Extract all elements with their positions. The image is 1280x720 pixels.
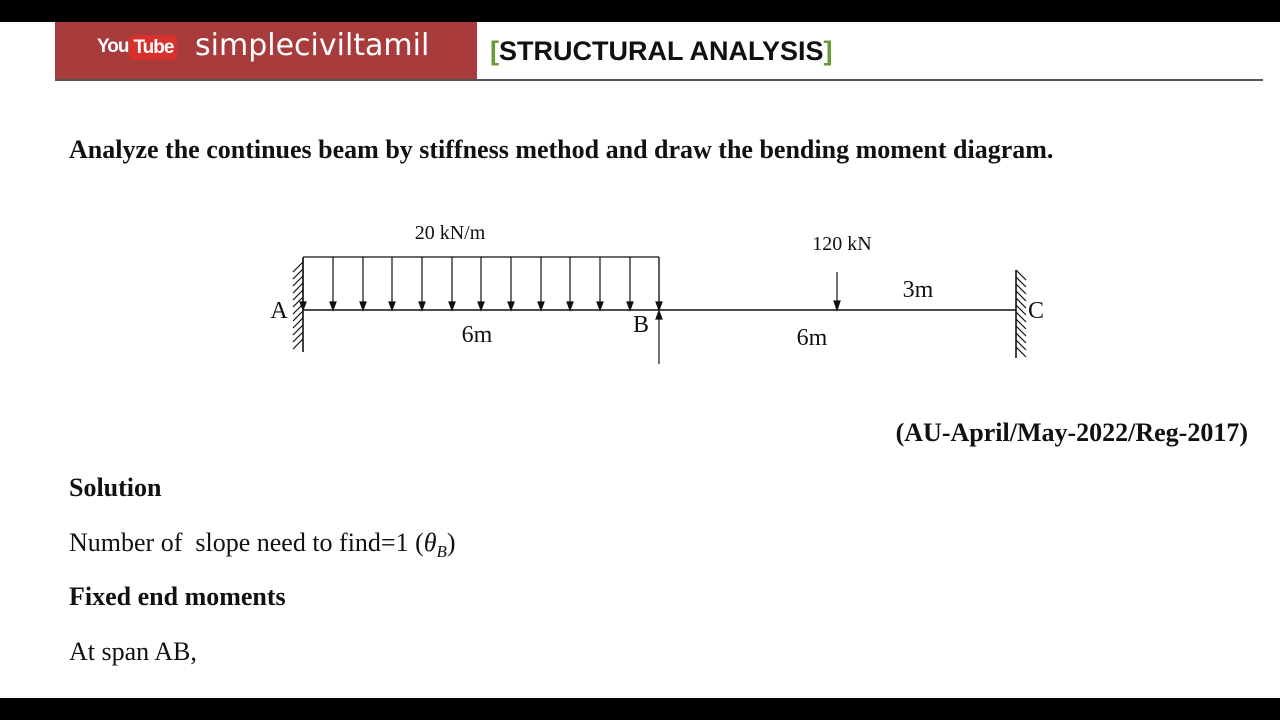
span-ab-length: 6m [461,322,493,348]
point-load-arrow [834,272,840,310]
question-text: Analyze the continues beam by stiffness method and draw the bending moment diagram. [69,135,1054,164]
load-offset-label: 3m [902,277,934,303]
support-label-b: B [632,312,650,338]
slope-count-label: Number of slope need to find=1 ( [69,528,424,557]
slide-page [0,22,1280,698]
youtube-logo-tube: Tube [129,35,177,60]
span-bc-length: 6m [796,325,828,351]
fixed-end-moments-heading: Fixed end moments [69,582,286,611]
channel-name: simpleciviltamil [195,28,430,63]
theta-symbol: θ [423,528,437,557]
span-ab-text: At span AB, [69,637,197,666]
title-text: STRUCTURAL ANALYSIS [499,36,824,66]
bottom-letterbox [0,698,1280,720]
support-label-c: C [1027,298,1045,324]
slope-close-paren: ) [446,528,456,557]
theta-subscript: B [436,542,447,562]
exam-reference: (AU-April/May-2022/Reg-2017) [895,418,1248,447]
title-bracket-close: ] [823,36,833,66]
support-label-a: A [270,298,288,324]
slope-count-text [69,528,456,562]
top-letterbox [0,0,1280,22]
support-b [656,311,662,364]
beam-diagram [0,22,1280,402]
youtube-logo-you: You [97,36,129,57]
fixed-support-c [1016,270,1026,358]
udl-label: 20 kN/m [414,222,486,244]
point-load-label: 120 kN [812,233,872,255]
title-bracket-open: [ [490,36,499,66]
udl-load [300,257,662,310]
solution-heading: Solution [69,473,162,502]
